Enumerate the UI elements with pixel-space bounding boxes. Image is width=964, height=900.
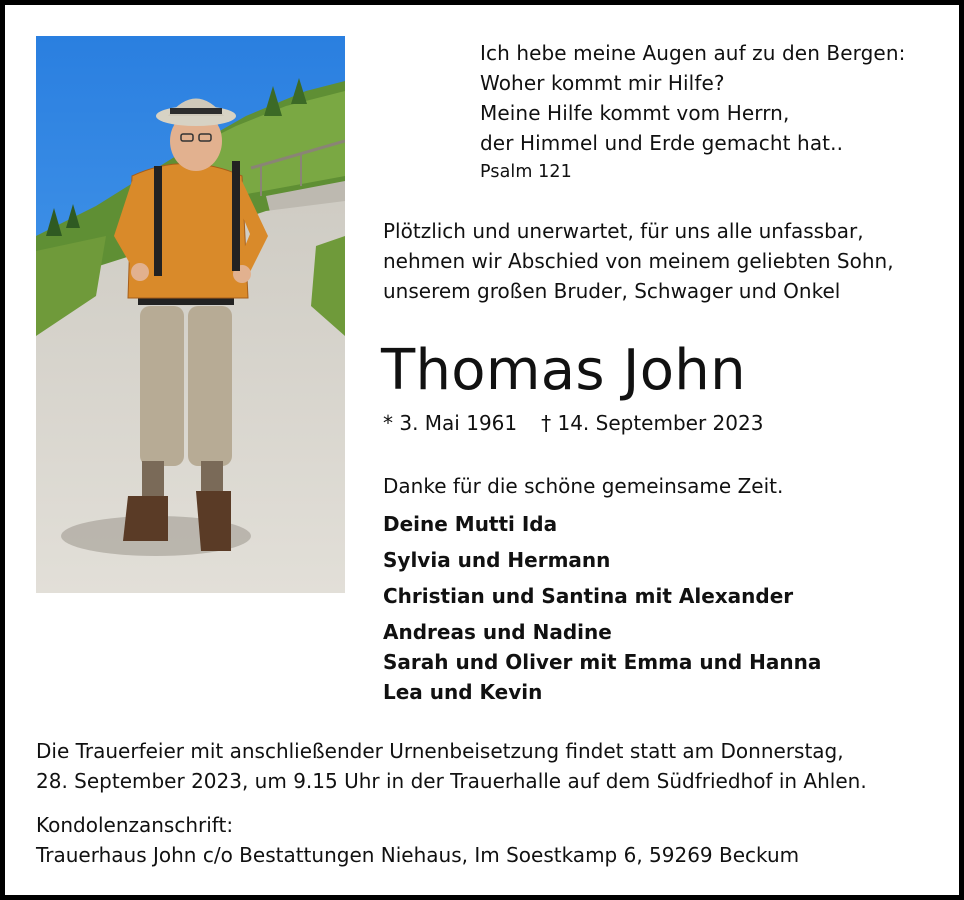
life-dates [383,408,763,438]
mourner-entry: Sarah und Oliver mit Emma und Hanna [383,650,822,674]
intro-line: Plötzlich und unerwartet, für uns alle unfassbar, [383,219,864,243]
psalm-quote [480,38,905,186]
psalm-line: Woher kommt mir Hilfe? [480,71,725,95]
mourners-list [383,509,821,707]
mourner-entry: Lea und Kevin [383,680,543,704]
intro-line: nehmen wir Abschied von meinem geliebten Sohn, [383,249,894,273]
hiker-photo-illustration [36,36,345,593]
intro-line: unserem großen Bruder, Schwager und Onkel [383,279,841,303]
condolence-address-line: Trauerhaus John c/o Bestattungen Niehaus, Im Soestkamp 6, 59269 Beckum [36,843,800,867]
mourner-entry: Sylvia und Hermann [383,548,611,572]
intro-text [383,216,894,306]
psalm-line: Meine Hilfe kommt vom Herrn, [480,101,790,125]
birth-date: * 3. Mai 1961 [383,411,518,435]
psalm-line: der Himmel und Erde gemacht hat.. [480,131,844,155]
ceremony-info [36,736,946,796]
mourner-entry: Deine Mutti Ida [383,512,558,536]
psalm-line: Ich hebe meine Augen auf zu den Bergen: [480,41,906,65]
ceremony-line: 28. September 2023, um 9.15 Uhr in der Trauerhalle auf dem Südfriedhof in Ahlen. [36,769,867,793]
mourner-entry: Andreas und Nadine [383,620,612,644]
psalm-reference: Psalm 121 [480,162,572,182]
mourner-entry: Christian und Santina mit Alexander [383,584,794,608]
condolence-label: Kondolenzanschrift: [36,813,234,837]
ceremony-line: Die Trauerfeier mit anschließender Urnenbeisetzung findet statt am Donnerstag, [36,739,844,763]
deceased-name: Thomas John [381,338,746,403]
condolence-address [36,810,799,870]
thanks-line: Danke für die schöne gemeinsame Zeit. [383,474,784,498]
death-date: † 14. September 2023 [541,411,764,435]
portrait-photo [36,36,345,593]
